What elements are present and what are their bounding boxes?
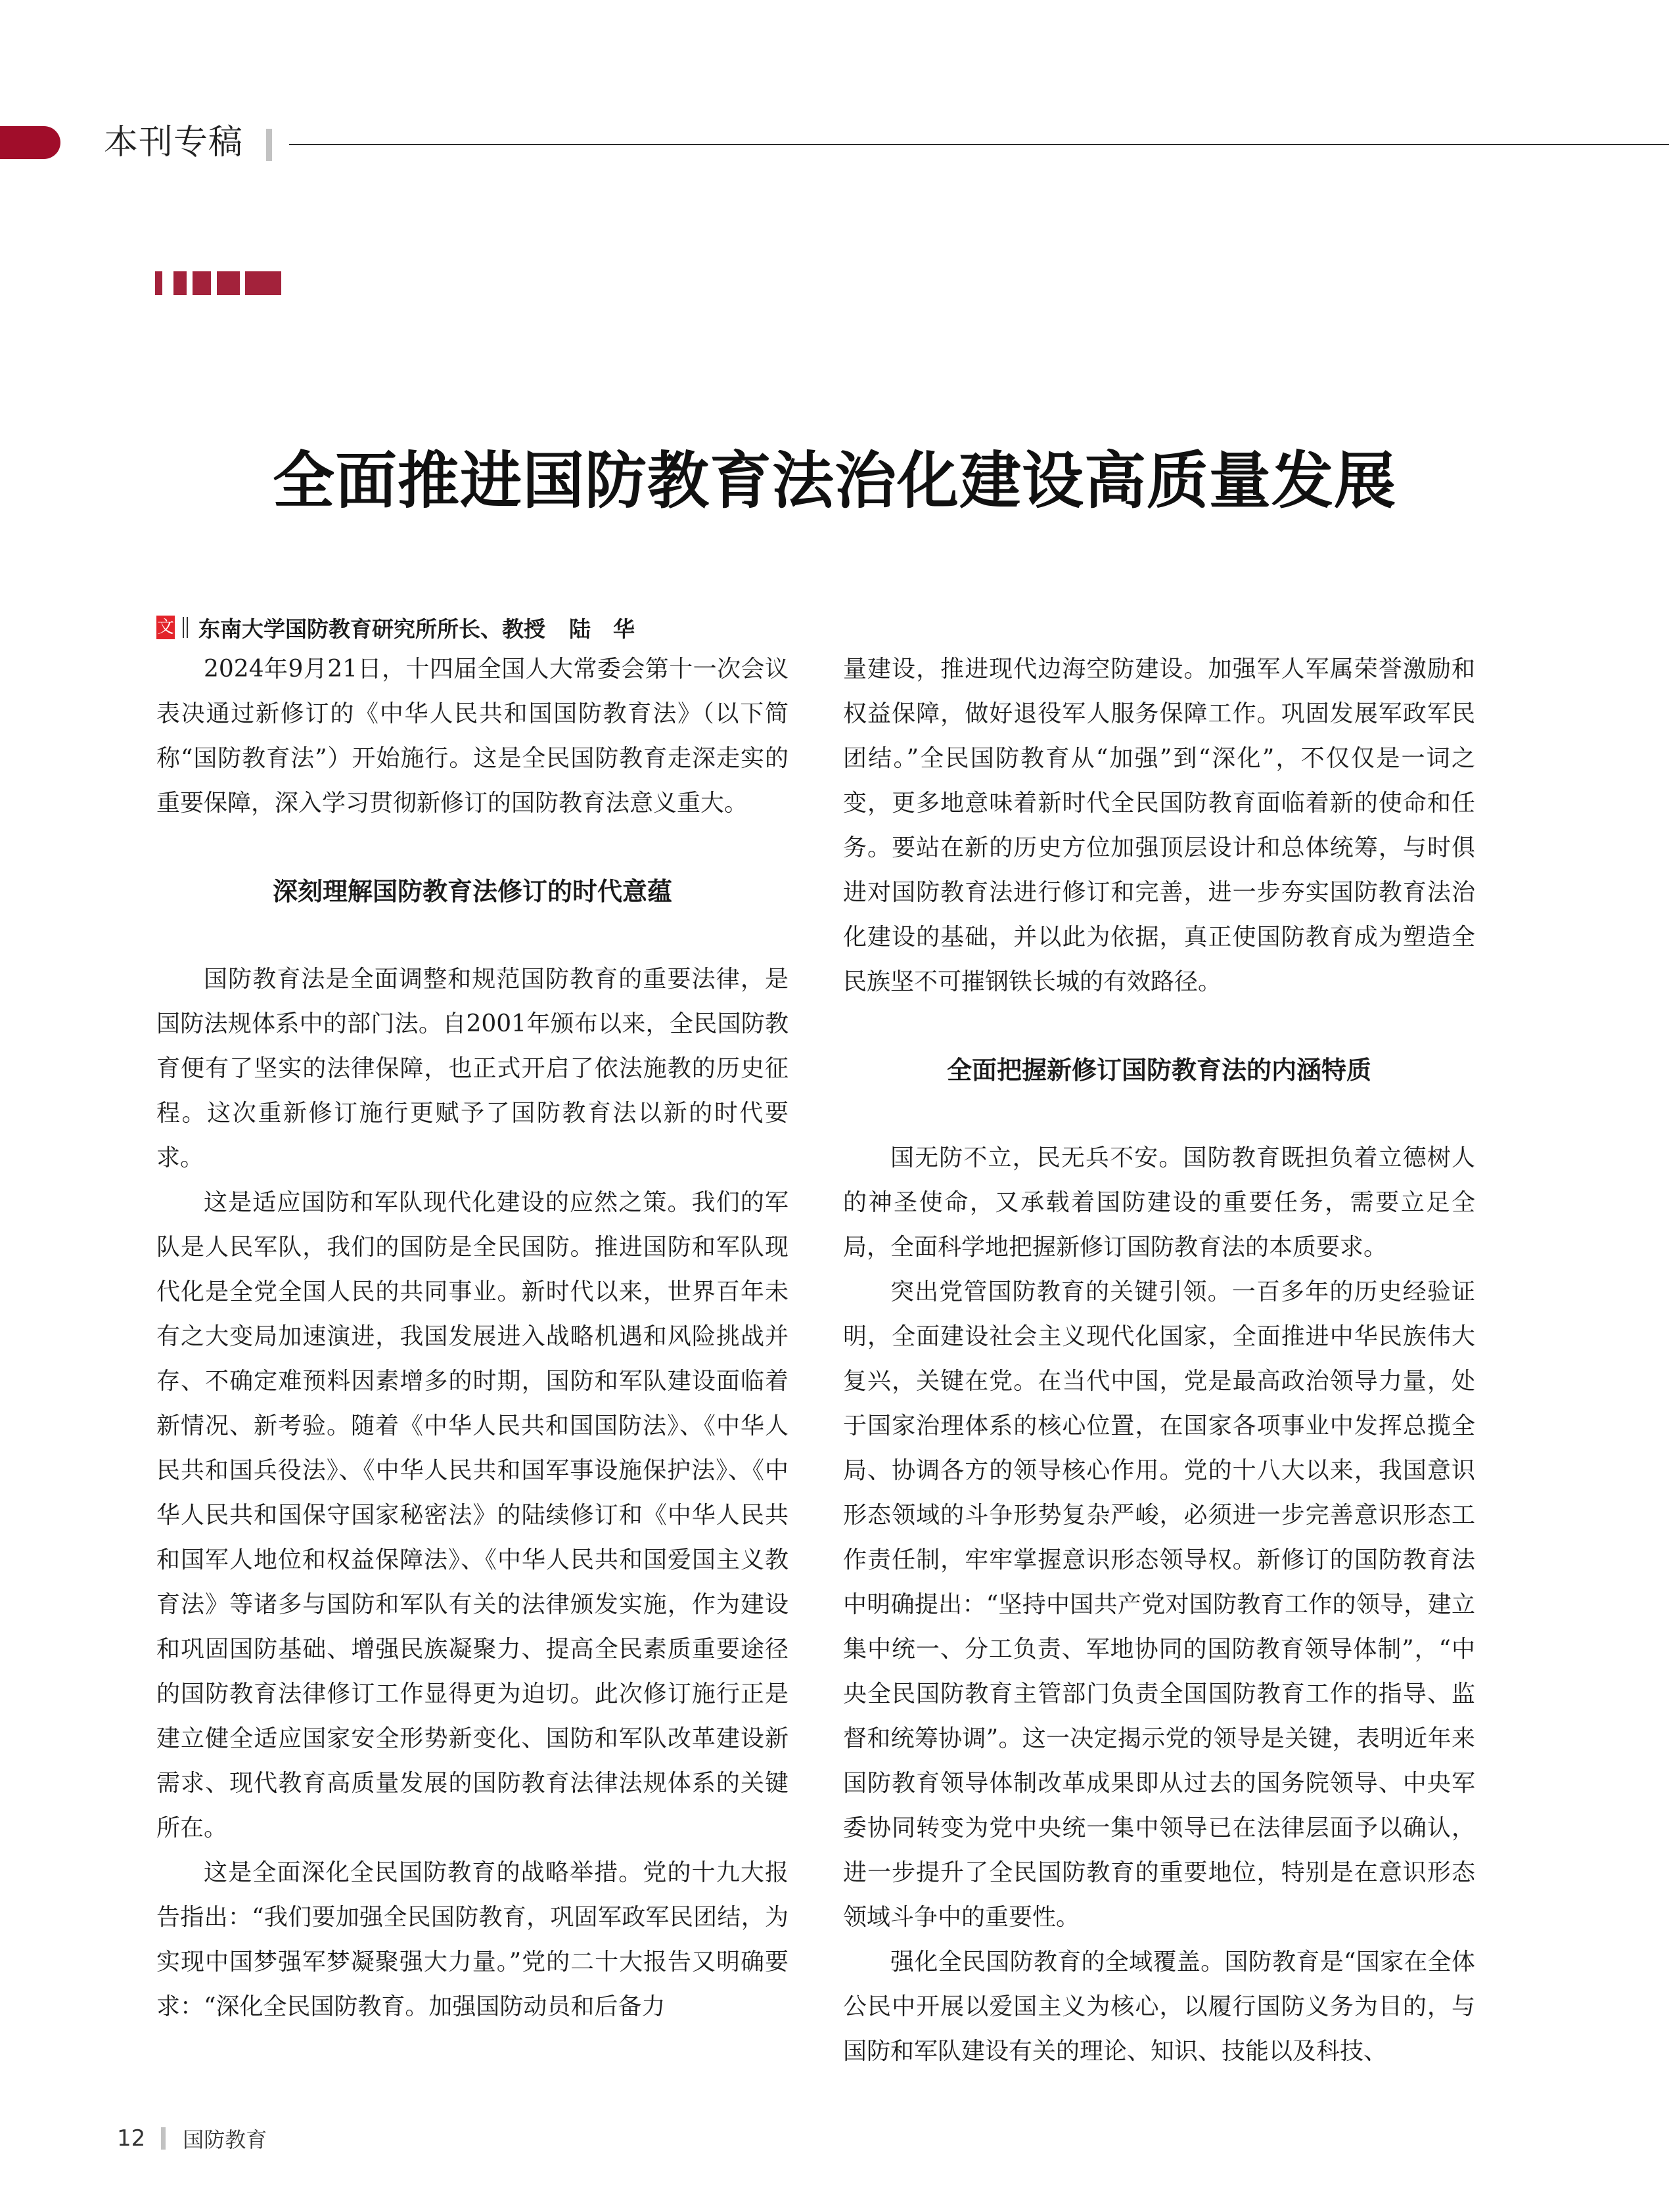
decor-block-3: [193, 271, 211, 295]
magazine-name: 国防教育: [183, 2127, 267, 2152]
byline-divider: [183, 617, 188, 638]
right-column: [843, 647, 1475, 2074]
body-paragraph: 国防教育法是全面调整和规范国防教育的重要法律，是国防法规体系中的部门法。自2001年颁布以来，全民国防教育便有了坚实的法律保障，也正式开启了依法施教的历史征程。这次重新修订施行更赋予了国防教育法以新的时代要求。: [156, 966, 789, 1171]
intro-paragraph: 2024年9月21日，十四届全国人大常委会第十一次会议表决通过新修订的《中华人民共和国国防教育法》（以下简称“国防教育法”）开始施行。这是全民国防教育走深走实的重要保障，深入学习贯彻新修订的国防教育法意义重大。: [156, 656, 789, 817]
body-paragraph: 强化全民国防教育的全域覆盖。国防教育是“国家在全体公民中开展以爱国主义为核心，以履行国防义务为目的，与国防和军队建设有关的理论、知识、技能以及科技、: [843, 1949, 1475, 2065]
article-title: 全面推进国防教育法治化建设高质量发展: [272, 445, 1396, 517]
decor-block-5: [245, 271, 281, 295]
byline: [156, 616, 657, 642]
section-label: 本刊专稿: [104, 123, 244, 162]
body-paragraph: 这是全面深化全民国防教育的战略举措。党的十九大报告指出：“我们要加强全民国防教育，巩固军政军民团结，为实现中国梦强军梦凝聚强大力量。”党的二十大报告又明确要求：“深化全民国防教育。加强国防动员和后备力: [156, 1859, 789, 2020]
byline-author: 陆华: [569, 616, 657, 642]
section-heading-2: 全面把握新修订国防教育法的内涵特质: [946, 1056, 1371, 1085]
footer-divider: [161, 2127, 166, 2150]
page-number: 12: [117, 2125, 146, 2152]
section-tab-marker: [0, 126, 60, 159]
decor-block-2: [173, 271, 187, 295]
body-paragraph: 突出党管国防教育的关键引领。一百多年的历史经验证明，全面建设社会主义现代化国家，全面推进中华民族伟大复兴，关键在党。在当代中国，党是最高政治领导力量，处于国家治理体系的核心位置，在国家各项事业中发挥总揽全局、协调各方的领导核心作用。党的十八大以来，我国意识形态领域的斗争形势复杂严峻，必须进一步完善意识形态工作责任制，牢牢掌握意识形态领导权。新修订的国防教育法中明确提出：“坚持中国共产党对国防教育工作的领导，建立集中统一、分工负责、军地协同的国防教育领导体制”，“中央全民国防教育主管部门负责全国国防教育工作的指导、监督和统筹协调”。这一决定揭示党的领导是关键，表明近年来国防教育领导体制改革成果即从过去的国务院领导、中央军委协同转变为党中央统一集中领导已在法律层面予以确认，进一步提升了全民国防教育的重要地位，特别是在意识形态领域斗争中的重要性。: [843, 1278, 1475, 1931]
body-paragraph-continued: 量建设，推进现代边海空防建设。加强军人军属荣誉激励和权益保障，做好退役军人服务保障工作。巩固发展军政军民团结。”全民国防教育从“加强”到“深化”，不仅仅是一词之变，更多地意味着新时代全民国防教育面临着新的使命和任务。要站在新的历史方位加强顶层设计和总体统筹，与时俱进对国防教育法进行修订和完善，进一步夯实国防教育法治化建设的基础，并以此为依据，真正使国防教育成为塑造全民族坚不可摧钢铁长城的有效路径。: [843, 656, 1475, 995]
byline-affiliation: 东南大学国防教育研究所所长、教授: [198, 616, 545, 642]
page-footer: [117, 2123, 267, 2154]
byline-badge: 文: [156, 616, 175, 639]
section-heading-1: 深刻理解国防教育法修订的时代意蕴: [272, 877, 672, 906]
left-column: [156, 647, 789, 2029]
decor-block-1: [155, 271, 162, 295]
header-divider-bar: [266, 129, 272, 161]
body-paragraph: 国无防不立，民无兵不安。国防教育既担负着立德树人的神圣使命，又承载着国防建设的重要任务，需要立足全局，全面科学地把握新修订国防教育法的本质要求。: [843, 1144, 1475, 1261]
decor-block-4: [217, 271, 240, 295]
body-paragraph: 这是适应国防和军队现代化建设的应然之策。我们的军队是人民军队，我们的国防是全民国防。推进国防和军队现代化是全党全国人民的共同事业。新时代以来，世界百年未有之大变局加速演进，我国发展进入战略机遇和风险挑战并存、不确定难预料因素增多的时期，国防和军队建设面临着新情况、新考验。随着《中华人民共和国国防法》、《中华人民共和国兵役法》、《中华人民共和国军事设施保护法》、《中华人民共和国保守国家秘密法》的陆续修订和《中华人民共和国军人地位和权益保障法》、《中华人民共和国爱国主义教育法》等诸多与国防和军队有关的法律颁发实施，作为建设和巩固国防基础、增强民族凝聚力、提高全民素质重要途径的国防教育法律修订工作显得更为迫切。此次修订施行正是建立健全适应国家安全形势新变化、国防和军队改革建设新需求、现代教育高质量发展的国防教育法律法规体系的关键所在。: [156, 1189, 789, 1841]
header-rule: [289, 144, 1669, 145]
